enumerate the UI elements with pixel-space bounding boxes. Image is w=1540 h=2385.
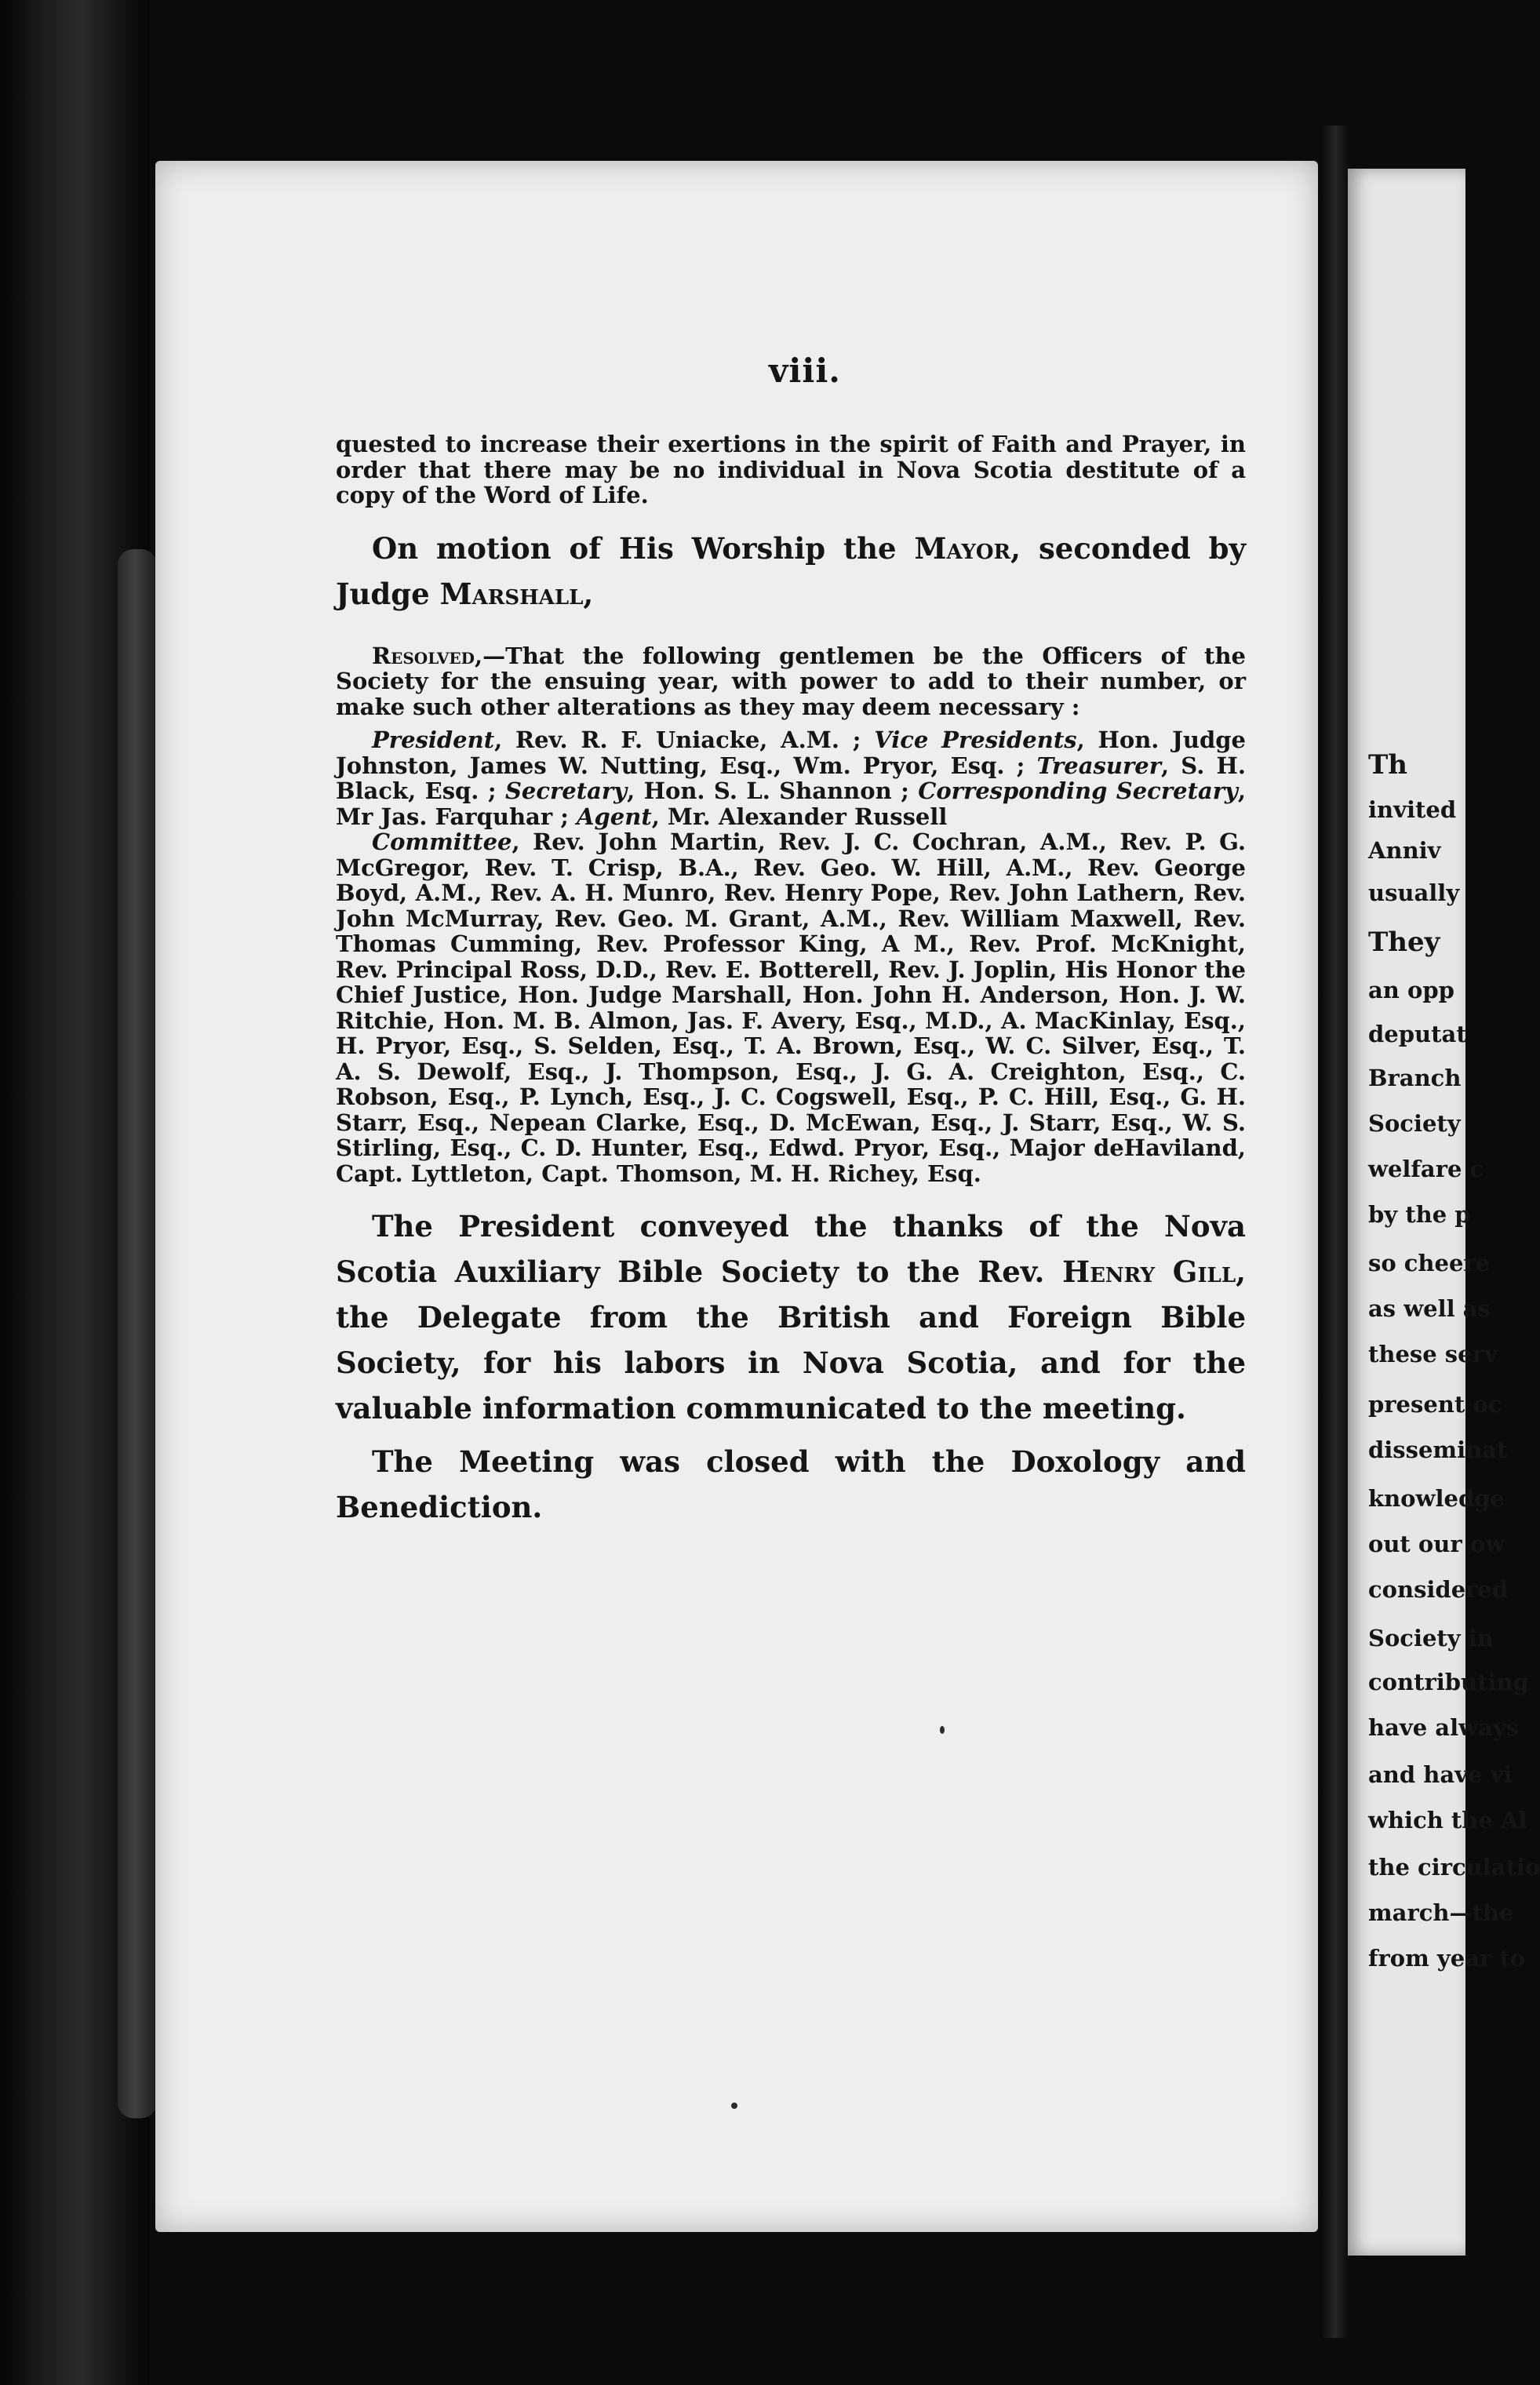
next-page-fragment: Branch <box>1368 1065 1462 1091</box>
motion-text-c: , <box>583 576 594 611</box>
mayor-name: Mayor <box>914 530 1011 566</box>
next-page-fragment: so cheere <box>1368 1250 1491 1276</box>
next-page-fragment: present oc <box>1368 1391 1502 1418</box>
page-edge-shadow <box>118 549 157 2118</box>
vice-presidents-label: Vice Presidents <box>874 726 1077 753</box>
next-page-fragment: which the Al <box>1368 1807 1527 1833</box>
next-page-fragment: usually <box>1368 879 1460 906</box>
next-page-fragment: Anniv <box>1368 837 1441 864</box>
page-speck <box>940 1726 945 1734</box>
next-page-fragment: considered <box>1368 1576 1509 1603</box>
paragraph-motion <box>336 526 1246 617</box>
next-page-fragment: these serv <box>1368 1341 1498 1367</box>
paragraph-closing: The Meeting was closed with the Doxology and Benediction. <box>336 1444 1246 1524</box>
corresponding-secretary-text: , Mr Jas. Farquhar ; <box>336 777 1246 830</box>
paragraph-thanks <box>336 1203 1246 1431</box>
paragraph-resolved <box>336 643 1246 720</box>
committee-text: , Rev. John Martin, Rev. J. C. Cochran, A.M., Rev. P. G. McGregor, Rev. T. Crisp, B.A., Rev. Geo. W. Hill, A.M., Rev. George Boyd, A.M., Rev. A. H. Munro, Rev. Henry Pope, Rev. John Lathern, Rev. John McMurray, Rev. Geo. M. Grant, A.M., Rev. William Maxwell, Rev. Thomas Cumming, Rev. Professor King, A M., Rev. Prof. McKnight, Rev. Principal Ross, D.D., Rev. E. Botterell, Rev. J. Joplin, His Honor the Chief Justice, Hon. Judge Marshall, Hon. John H. Anderson, Hon. J. W. Ritchie, Hon. M. B. Almon, Jas. F. Avery, Esq., M.D., A. MacKinlay, Esq., H. Pryor, Esq., S. Selden, Esq., T. A. Brown, Esq., W. C. Silver, Esq., T. A. S. Dewolf, Esq., J. Thompson, Esq., J. G. A. Creighton, Esq., C. Robson, Esq., P. Lynch, Esq., J. C. Cogswell, Esq., P. C. Hill, Esq., G. H. Starr, Esq., Nepean Clarke, Esq., D. McEwan, Esq., J. Starr, Esq., W. S. Stirling, Esq., C. D. Hunter, Esq., Edwd. Pryor, Esq., Major deHaviland, Capt. Lyttleton, Capt. Thomson, M. H. Richey, Esq. <box>336 828 1246 1187</box>
secretary-text: , Hon. S. L. Shannon ; <box>627 777 919 804</box>
next-page-fragment: knowledge <box>1368 1485 1505 1512</box>
vice-presidents-text: , Hon. Judge Johnston, James W. Nutting, Esq., Wm. Pryor, Esq. ; <box>336 726 1246 779</box>
next-page-fragment: and have vi <box>1368 1761 1513 1788</box>
next-page-fragment: out our ow <box>1368 1531 1505 1557</box>
paragraph-officers <box>336 727 1246 829</box>
next-page-fragment: contributing <box>1368 1669 1529 1695</box>
henry-gill-name: Henry Gill <box>1062 1254 1236 1289</box>
next-page-fragment: an opp <box>1368 977 1454 1003</box>
paragraph-committee <box>336 829 1246 1186</box>
motion-text-a: On motion of His Worship the <box>372 530 915 566</box>
thanks-text-b: , the Delegate from the British and Foreign Bible Society, for his labors in Nova Scotia, and for the valuable information communicated to the meeting. <box>336 1254 1246 1426</box>
resolved-text: ,—That the following gentlemen be the Officers of the Society for the ensuing year, with power to add to their number, or make such other alterations as they may deem necessary : <box>336 642 1246 720</box>
page-speck <box>731 2103 737 2109</box>
marshall-name: Marshall <box>439 576 584 611</box>
president-text: , Rev. R. F. Uniacke, A.M. ; <box>494 726 875 753</box>
next-page-fragment: as well as <box>1368 1295 1491 1322</box>
next-page-fragment: from year to <box>1368 1945 1526 1972</box>
next-page-fragment: have always <box>1368 1714 1520 1741</box>
president-label: President <box>372 726 495 753</box>
treasurer-text: , S. H. Black, Esq. ; <box>336 752 1246 804</box>
next-page-fragment: Th <box>1368 749 1408 781</box>
committee-label: Committee <box>372 828 512 855</box>
page-gutter <box>1321 126 1349 2338</box>
paragraph-continuation: quested to increase their exertions in the spirit of Faith and Prayer, in order that there may be no individual in Nova Scotia destitute of a copy of the Word of Life. <box>336 431 1246 508</box>
secretary-label: Secretary <box>504 777 628 804</box>
next-page-fragment: march—the <box>1368 1899 1514 1926</box>
next-page-fragment: They <box>1368 927 1440 958</box>
next-page-fragment: welfare c <box>1368 1156 1484 1182</box>
page-text <box>336 431 1246 1530</box>
next-page-fragment: deputat <box>1368 1021 1467 1047</box>
resolved-word: Resolved <box>372 642 475 669</box>
agent-text: , Mr. Alexander Russell <box>651 803 948 830</box>
next-page-fragment: the circulatio <box>1368 1854 1540 1881</box>
corresponding-secretary-label: Corresponding Secretary <box>918 777 1238 804</box>
next-page-fragment: disseminat <box>1368 1436 1508 1463</box>
next-page-fragment: invited <box>1368 796 1457 823</box>
agent-label: Agent <box>577 803 652 830</box>
treasurer-label: Treasurer <box>1036 752 1161 779</box>
thanks-text-a: The President conveyed the thanks of the Nova Scotia Auxiliary Bible Society to the Rev. <box>336 1209 1246 1289</box>
next-page-fragment: Society <box>1368 1110 1461 1137</box>
page-number: viii. <box>769 351 841 390</box>
next-page-fragment: Society in <box>1368 1625 1494 1651</box>
next-page-fragment: by the p <box>1368 1201 1471 1228</box>
motion-text-b: , seconded by Judge <box>336 530 1246 611</box>
